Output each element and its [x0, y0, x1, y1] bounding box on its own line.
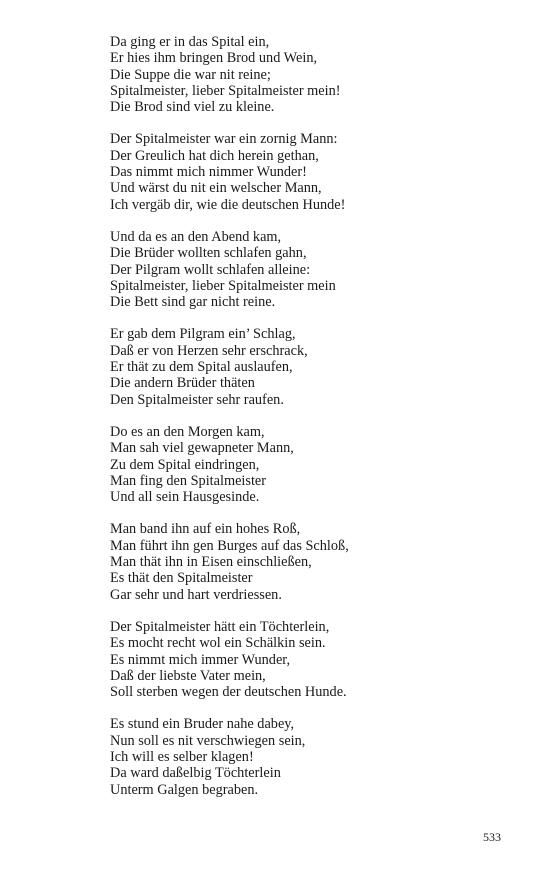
- verse-line: Die Bett sind gar nicht reine.: [110, 294, 276, 311]
- verse-line: Er hies ihm bringen Brod und Wein,: [110, 50, 318, 67]
- stanza-4: [110, 326, 530, 407]
- verse-line: Ich vergäb dir, wie die deutschen Hunde!: [110, 196, 346, 213]
- verse-line: Unterm Galgen begraben.: [110, 781, 259, 798]
- verse-line: Es nimmt mich immer Wunder,: [110, 651, 291, 668]
- verse-line: Do es an den Morgen kam,: [110, 423, 265, 440]
- verse-line: Nun soll es nit verschwiegen sein,: [110, 732, 306, 749]
- verse-line: Zu dem Spital eindringen,: [110, 456, 260, 473]
- verse-line: Und wärst du nit ein welscher Mann,: [110, 180, 322, 197]
- verse-line: Die Brod sind viel zu kleine.: [110, 99, 275, 116]
- verse-line: Und da es an den Abend kam,: [110, 228, 282, 245]
- verse-line: Daß der liebste Vater mein,: [110, 667, 266, 684]
- verse-line: Man führt ihn gen Burges auf das Schloß,: [110, 537, 349, 554]
- stanza-8: [110, 716, 530, 797]
- verse-line: Man sah viel gewapneter Mann,: [110, 440, 294, 457]
- verse-line: Die andern Brüder thäten: [110, 375, 255, 392]
- verse-line: Da ging er in das Spital ein,: [110, 34, 270, 50]
- verse-line: Man band ihn auf ein hohes Roß,: [110, 521, 301, 538]
- verse-line: Und all sein Hausgesinde.: [110, 489, 260, 506]
- verse-line: Gar sehr und hart verdriessen.: [110, 586, 282, 603]
- verse-line: Der Pilgram wollt schlafen alleine:: [110, 261, 311, 278]
- stanza-1: [110, 34, 530, 115]
- verse-line: Man fing den Spitalmeister: [110, 472, 267, 489]
- verse-line: Spitalmeister, lieber Spitalmeister mein!: [110, 82, 341, 99]
- verse-line: Das nimmt mich nimmer Wunder!: [110, 164, 307, 181]
- stanza-2: [110, 131, 530, 212]
- poem-body: [110, 34, 530, 814]
- verse-line: Den Spitalmeister sehr raufen.: [110, 391, 284, 408]
- verse-line: Daß er von Herzen sehr erschrack,: [110, 342, 308, 359]
- stanza-5: [110, 424, 530, 505]
- verse-line: Da ward daßelbig Töchterlein: [110, 765, 281, 782]
- verse-line: Er gab dem Pilgram ein’ Schlag,: [110, 326, 296, 343]
- verse-line: Spitalmeister, lieber Spitalmeister mein: [110, 277, 336, 294]
- verse-line: Soll sterben wegen der deutschen Hunde.: [110, 684, 347, 701]
- verse-line: Die Brüder wollten schlafen gahn,: [110, 245, 307, 262]
- verse-line: Der Greulich hat dich herein gethan,: [110, 147, 319, 164]
- verse-line: Der Spitalmeister war ein zornig Mann:: [110, 131, 338, 148]
- verse-line: Es thät den Spitalmeister: [110, 570, 253, 587]
- verse-line: Man thät ihn in Eisen einschließen,: [110, 554, 312, 571]
- stanza-6: [110, 521, 530, 602]
- stanza-3: [110, 229, 530, 310]
- verse-line: Ich will es selber klagen!: [110, 748, 254, 765]
- verse-line: Es mocht recht wol ein Schälkin sein.: [110, 635, 326, 652]
- page-number: 533: [483, 830, 501, 844]
- stanza-7: [110, 619, 530, 700]
- verse-line: Es stund ein Bruder nahe dabey,: [110, 716, 295, 733]
- verse-line: Der Spitalmeister hätt ein Töchterlein,: [110, 618, 330, 635]
- verse-line: Er thät zu dem Spital auslaufen,: [110, 359, 293, 376]
- verse-line: Die Suppe die war nit reine;: [110, 66, 271, 83]
